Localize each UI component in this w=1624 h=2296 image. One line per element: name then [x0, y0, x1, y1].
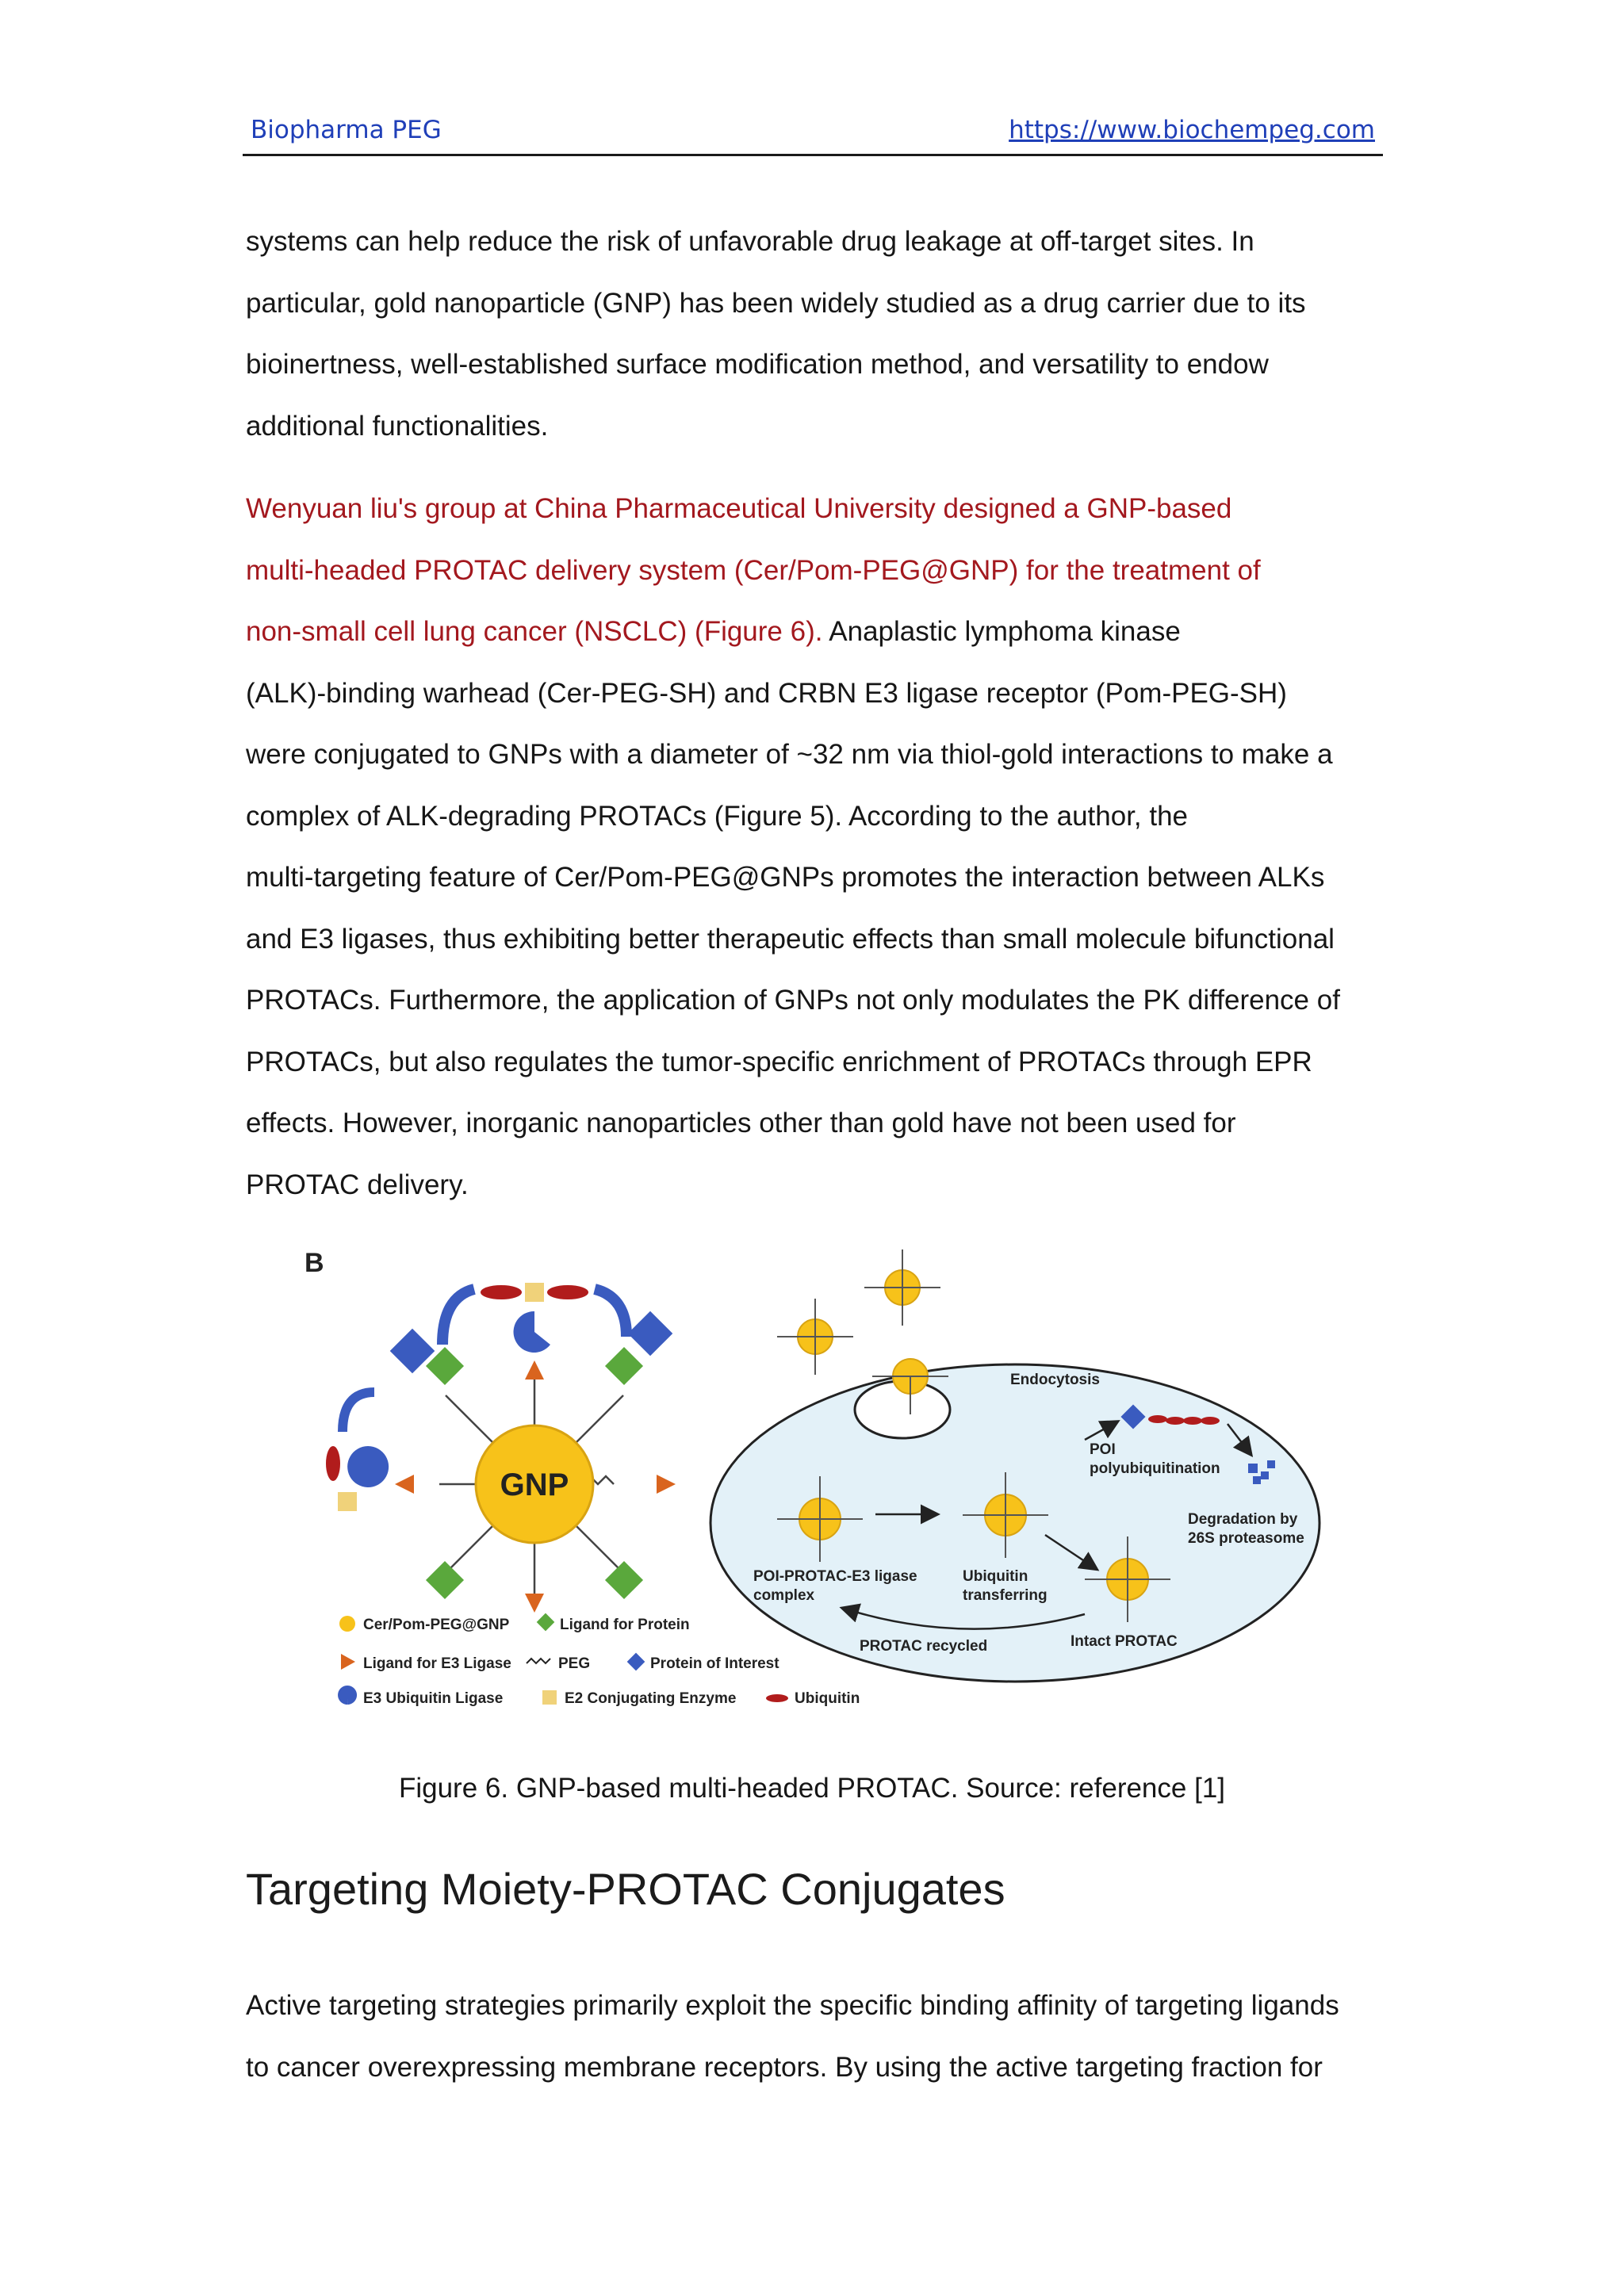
legend-ligand-e3: Ligand for E3 Ligase	[363, 1655, 511, 1672]
e3-ligase	[340, 1438, 396, 1494]
paragraph-2	[246, 478, 1388, 1215]
text-line: particular, gold nanoparticle (GNP) has been widely studied as a drug carrier due to its	[246, 287, 1306, 319]
legend-ub: Ubiquitin	[795, 1690, 860, 1707]
ubiquitin	[481, 1285, 522, 1299]
legend-poi-icon	[627, 1653, 645, 1671]
e2-enzyme	[525, 1283, 544, 1302]
text-line: systems can help reduce the risk of unfavorable drug leakage at off-target sites. In	[246, 226, 1254, 257]
legend-e3: E3 Ubiquitin Ligase	[363, 1690, 504, 1707]
mixed-line	[246, 601, 1388, 663]
figure-legend	[338, 1613, 860, 1707]
text-line: (ALK)-binding warhead (Cer-PEG-SH) and CRBN E3 ligase receptor (Pom-PEG-SH)	[246, 677, 1287, 709]
text-line: and E3 ligases, thus exhibiting better therapeutic effects than small molecule bifunctional	[246, 923, 1335, 955]
e3-ligase	[514, 1311, 550, 1353]
page-header	[243, 116, 1383, 156]
protein-ligand	[605, 1347, 643, 1385]
e3-ligand	[657, 1475, 676, 1494]
label-endocytosis: Endocytosis	[1010, 1372, 1100, 1388]
legend-gnp-icon	[339, 1616, 355, 1632]
transfer-arrow	[595, 1289, 626, 1337]
e3-ligand	[525, 1360, 544, 1380]
e3-ligand	[525, 1594, 544, 1613]
text-line: Active targeting strategies primarily exploit the specific binding affinity of targeting ligands	[246, 1990, 1339, 2021]
text-line: to cancer overexpressing membrane receptors. By using the active targeting fraction for	[246, 2051, 1323, 2083]
text-line: effects. However, inorganic nanoparticles other than gold have not been used for	[246, 1108, 1236, 1138]
legend-peg: PEG	[558, 1655, 591, 1672]
text-line: PROTACs, but also regulates the tumor-specific enrichment of PROTACs through EPR	[246, 1046, 1312, 1077]
text-line: were conjugated to GNPs with a diameter of ~32 nm via thiol-gold interactions to make a	[246, 739, 1333, 770]
legend-ub-icon	[766, 1694, 788, 1702]
figure-caption: Figure 6. GNP-based multi-headed PROTAC. Source: reference [1]	[398, 1773, 1226, 1804]
text-line: PROTAC delivery.	[246, 1169, 469, 1200]
legend-protein-ligand-icon	[537, 1613, 555, 1632]
protein-ligand	[605, 1561, 643, 1599]
legend-e3-icon	[338, 1686, 357, 1705]
text-line: bioinertness, well-established surface modification method, and versatility to endow	[246, 349, 1269, 380]
legend-e2: E2 Conjugating Enzyme	[565, 1690, 737, 1707]
label-poi: POI	[1090, 1441, 1116, 1458]
label-intact: Intact PROTAC	[1071, 1633, 1178, 1650]
label-recycled: PROTAC recycled	[860, 1638, 988, 1655]
transfer-arrow	[442, 1289, 474, 1345]
section-heading: Targeting Moiety-PROTAC Conjugates	[246, 1864, 1005, 1914]
label-complex-1: POI-PROTAC-E3 ligase	[753, 1568, 917, 1585]
brand-name: Biopharma PEG	[251, 116, 442, 144]
figure-6	[292, 1234, 1339, 1709]
legend-gnp: Cer/Pom-PEG@GNP	[363, 1617, 510, 1633]
label-complex-2: complex	[753, 1587, 815, 1604]
label-degradation: Degradation by	[1188, 1511, 1298, 1528]
protein-ligand	[426, 1561, 464, 1599]
protac-diagram	[292, 1234, 1339, 1709]
paragraph-1	[246, 211, 1388, 457]
label-polyubiquitination: polyubiquitination	[1090, 1460, 1220, 1477]
highlight-line: Wenyuan liu's group at China Pharmaceutical University designed a GNP-based	[246, 493, 1232, 524]
text-line: PROTACs. Furthermore, the application of GNPs not only modulates the PK difference of	[246, 985, 1340, 1016]
body-text: Anaplastic lymphoma kinase	[822, 616, 1181, 647]
text-line: multi-targeting feature of Cer/Pom-PEG@GNPs promotes the interaction between ALKs	[246, 862, 1325, 893]
text-line: complex of ALK-degrading PROTACs (Figure 5). According to the author, the	[246, 800, 1189, 832]
paragraph-3	[246, 1975, 1388, 2098]
ubiquitin	[547, 1285, 588, 1299]
poi-protein	[628, 1311, 673, 1357]
transfer-arrow	[343, 1392, 374, 1432]
cell-process	[710, 1249, 1320, 1682]
site-url-link[interactable]: https://www.biochempeg.com	[1009, 116, 1375, 144]
e3-ligand	[395, 1475, 414, 1494]
label-proteasome: 26S proteasome	[1188, 1530, 1304, 1547]
panel-label: B	[304, 1248, 324, 1278]
text-line: additional functionalities.	[246, 410, 549, 442]
highlight-text: non-small cell lung cancer (NSCLC) (Figure 6).	[246, 616, 823, 647]
e2-enzyme	[338, 1492, 357, 1511]
legend-peg-icon	[527, 1659, 550, 1663]
label-ubiquitin-2: transferring	[963, 1587, 1048, 1604]
legend-e3-ligand-icon	[341, 1654, 355, 1670]
gnp-label: GNP	[500, 1468, 569, 1502]
legend-ligand-protein: Ligand for Protein	[560, 1617, 690, 1633]
legend-e2-icon	[542, 1690, 557, 1705]
ubiquitin	[326, 1446, 340, 1481]
gnp-construct	[326, 1283, 676, 1613]
highlight-line: multi-headed PROTAC delivery system (Cer/Pom-PEG@GNP) for the treatment of	[246, 554, 1261, 586]
label-ubiquitin-1: Ubiquitin	[963, 1568, 1028, 1585]
legend-poi: Protein of Interest	[650, 1655, 779, 1672]
